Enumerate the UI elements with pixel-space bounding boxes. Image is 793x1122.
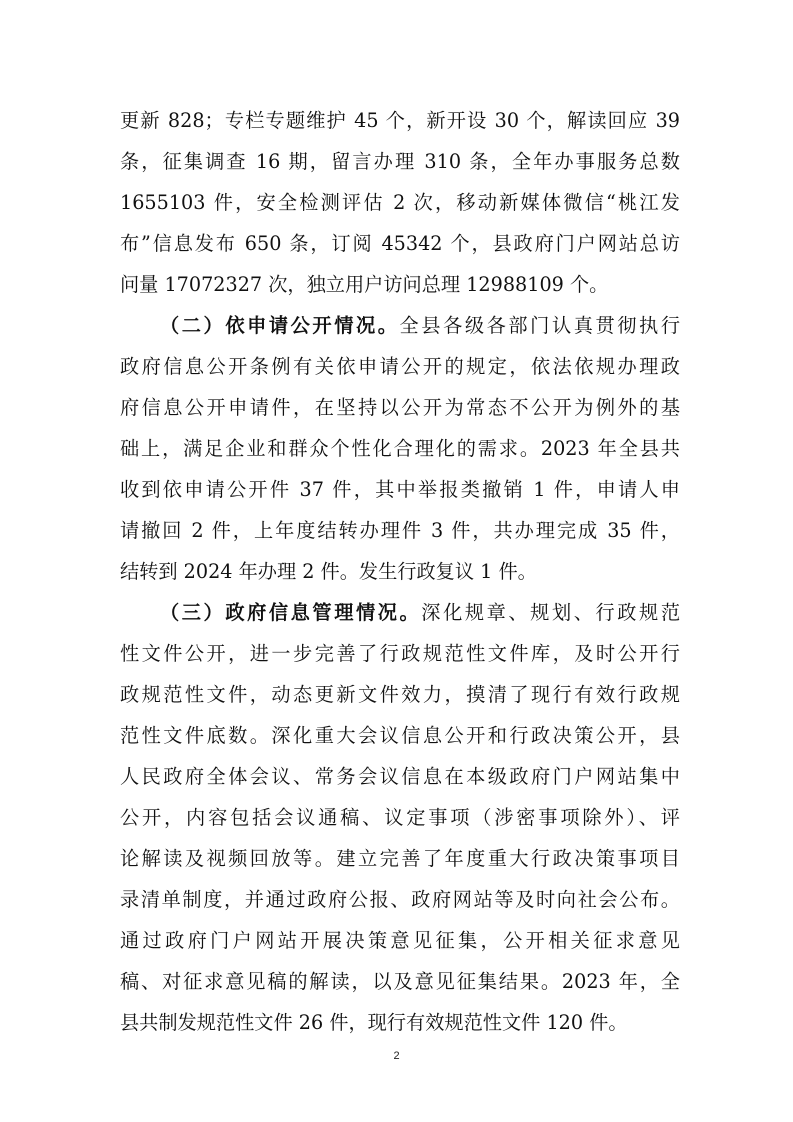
paragraph-2-line-5: 收到依申请公开件 37 件，其中举报类撤销 1 件，申请人申 xyxy=(120,478,680,501)
paragraph-3-line-9: 通过政府门户网站开展决策意见征集，公开相关征求意见 xyxy=(120,929,680,952)
paragraph-2-first-line-text: 全县各级各部门认真贯彻执行 xyxy=(399,314,681,337)
paragraph-3-line-5: 人民政府全体会议、常务会议信息在本级政府门户网站集中 xyxy=(120,765,680,788)
paragraph-2-line-2: 政府信息公开条例有关依申请公开的规定，依法依规办理政 xyxy=(120,355,680,378)
paragraph-3-line-2: 性文件公开，进一步完善了行政规范性文件库，及时公开行 xyxy=(120,642,680,665)
paragraph-3-first-line xyxy=(160,595,680,631)
paragraph-3-line-8: 录清单制度，并通过政府公报、政府网站等及时向社会公布。 xyxy=(120,888,680,911)
paragraph-3-first-line-text: 深化规章、规划、行政规范 xyxy=(421,601,681,624)
paragraph-2-line-4: 础上，满足企业和群众个性化合理化的需求。2023 年全县共 xyxy=(120,437,680,460)
paragraph-2-line-3: 府信息公开申请件，在坚持以公开为常态不公开为例外的基 xyxy=(120,396,680,419)
paragraph-3-heading: （三）政府信息管理情况。 xyxy=(160,601,422,624)
paragraph-3-line-7: 论解读及视频回放等。建立完善了年度重大行政决策事项目 xyxy=(120,847,680,870)
paragraph-2-heading: （二）依申请公开情况。 xyxy=(160,314,400,337)
paragraph-2-line-6: 请撤回 2 件，上年度结转办理件 3 件，共办理完成 35 件， xyxy=(120,519,680,542)
paragraph-2-line-7: 结转到 2024 年办理 2 件。发生行政复议 1 件。 xyxy=(120,560,537,583)
paragraph-1-line-5: 问量 17072327 次，独立用户访问总理 12988109 个。 xyxy=(120,273,609,296)
paragraph-3-line-3: 政规范性文件，动态更新文件效力，摸清了现行有效行政规 xyxy=(120,683,680,706)
paragraph-1-line-1: 更新 828；专栏专题维护 45 个，新开设 30 个，解读回应 39 xyxy=(120,109,680,132)
paragraph-1-line-3: 1655103 件，安全检测评估 2 次，移动新媒体微信“桃江发 xyxy=(120,191,680,214)
paragraph-3-line-4: 范性文件底数。深化重大会议信息公开和行政决策公开，县 xyxy=(120,724,680,747)
paragraph-3-line-6: 公开，内容包括会议通稿、议定事项（涉密事项除外）、评 xyxy=(120,806,680,829)
page-number: 2 xyxy=(393,1050,400,1062)
paragraph-3-line-10: 稿、对征求意见稿的解读，以及意见征集结果。2023 年，全 xyxy=(120,970,680,993)
paragraph-1-line-2: 条，征集调查 16 期，留言办理 310 条，全年办事服务总数 xyxy=(120,150,680,173)
paragraph-2-first-line xyxy=(160,308,680,344)
paragraph-3-line-11: 县共制发规范性文件 26 件，现行有效规范性文件 120 件。 xyxy=(120,1011,628,1034)
paragraph-1-line-4: 布”信息发布 650 条，订阅 45342 个，县政府门户网站总访 xyxy=(120,232,680,255)
